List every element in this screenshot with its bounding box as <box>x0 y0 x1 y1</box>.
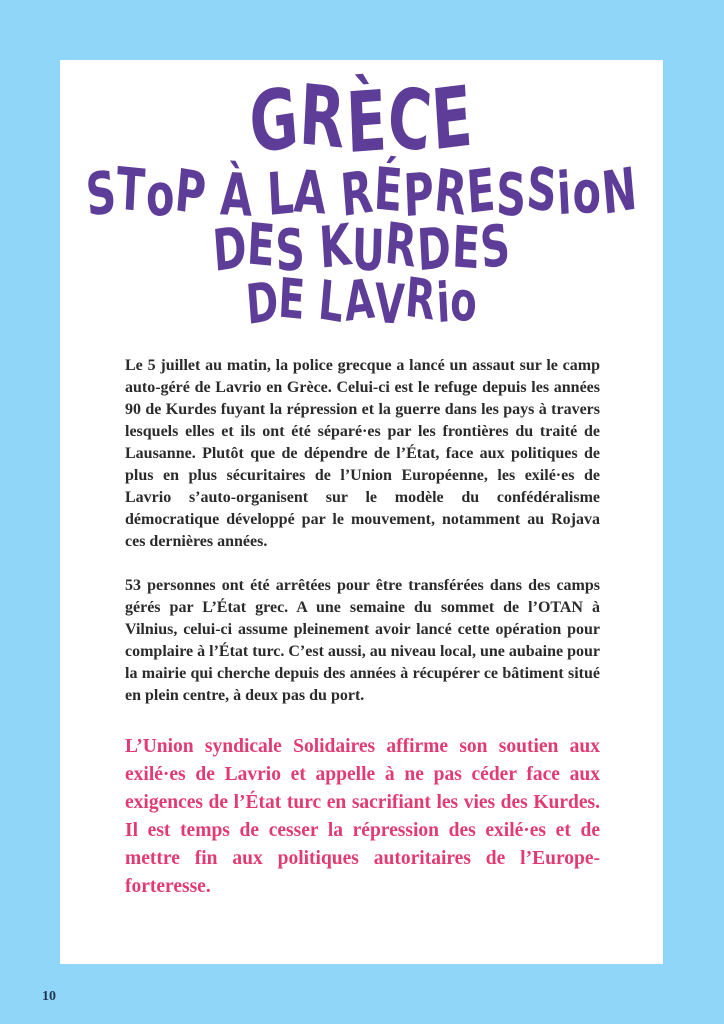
paragraph-solidaires-statement: L’Union syndicale Solidaires affirme son soutien aux exilé·es de Lavrio et appelle à ne pas céder face aux exigences de l’État turc en sacrifiant les vies des Kurdes. Il est temps de cesser la répression des exilé·es et de mettre fin aux politiques autoritaires de l’Europe-forteresse. <box>125 736 600 898</box>
headline <box>60 67 663 338</box>
headline-line-de-lavrio: DE LAVRio <box>243 265 479 338</box>
headline-line-des-kurdes: DES KURDES <box>210 210 513 286</box>
paragraph-police-assault: Le 5 juillet au matin, la police grecque a lancé un assaut sur le camp auto-géré de Lavrio en Grèce. Celui-ci est le refuge depuis les années 90 de Kurdes fuyant la répression et la guerre dans les pays à travers lesquels elles et ils ont été séparé·es par les frontières du traité de Lausanne. Plutôt que de dépendre de l’État, face aux politiques de plus en plus sécuritaires de l’Union Européenne, les exilé·es de Lavrio s’auto-organisent sur le modèle du confédéralisme démocratique développé par le mouvement, notamment au Rojava ces dernières années. <box>125 357 600 551</box>
headline-line-country: GRÈCE <box>246 67 476 174</box>
paragraph-arrests-otan: 53 personnes ont été arrêtées pour être transférées dans des camps gérés par L’État grec. A une semaine du sommet de l’OTAN à Vilnius, celui-ci assume pleinement avoir lancé cette opération pour complaire à l’État turc. C’est aussi, au niveau local, une aubaine pour la mairie qui cherche depuis des années à récupérer ce bâtiment situé en plein centre, à deux pas du port. <box>125 577 600 705</box>
page-number: 10 <box>42 989 56 1004</box>
article-body <box>125 355 600 901</box>
headline-line-stop-repression: SToP À LA RÉPRESSioN <box>83 152 640 231</box>
content-panel <box>60 60 663 964</box>
